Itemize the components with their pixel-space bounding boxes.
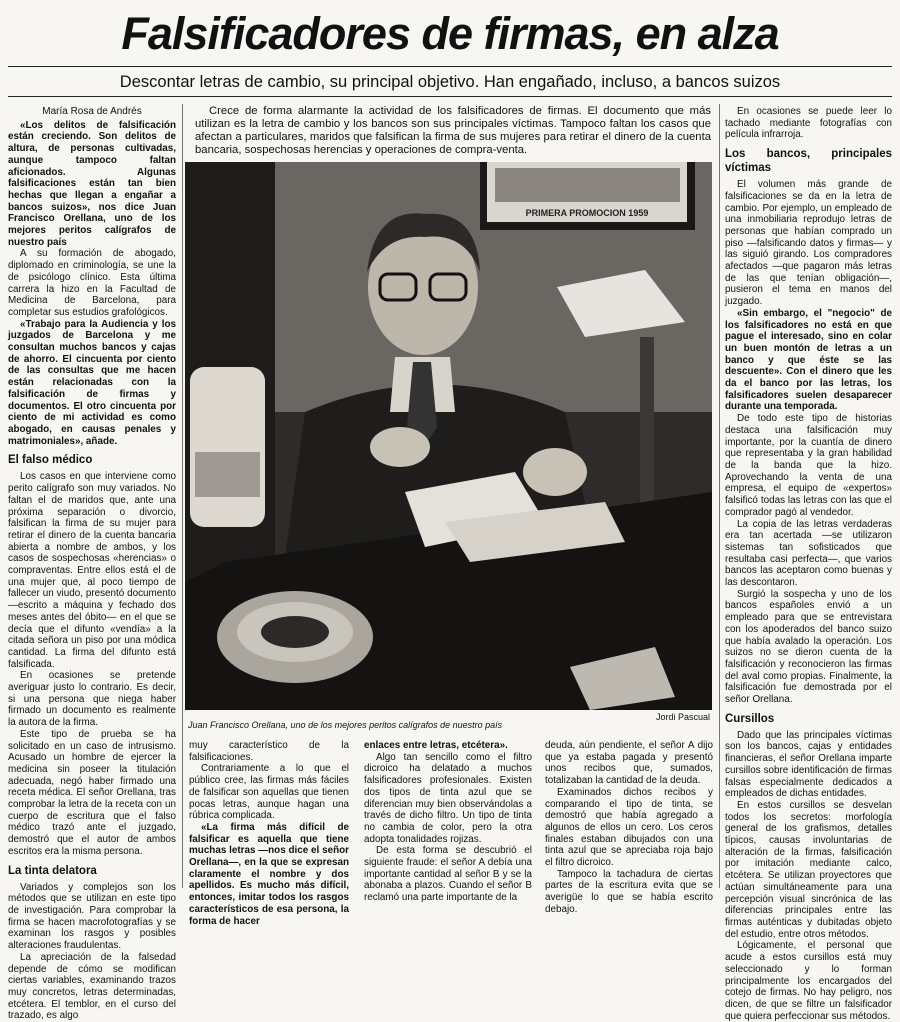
col1-paragraph-5: En ocasiones se pretende averiguar justo lo contrario. Es decir, si una persona que niega haber firmado un documento es realmente la autora de la firma.: [8, 670, 176, 729]
col1-paragraph-2: A su formación de abogado, diplomado en criminología, se une la de psicólogo clínico. Esta última carrera la hizo en la Facultad de Medicina de Barcelona, para completar sus estudios grafológicos.: [8, 248, 176, 318]
col5-paragraph-1: En ocasiones se puede leer lo tachado mediante fotografías con película infrarroja.: [725, 106, 892, 141]
column-divider-right: [719, 104, 720, 888]
photo-credit: Jordi Pascual: [655, 712, 710, 722]
col3-paragraph-1: enlaces entre letras, etcétera».: [364, 740, 508, 751]
col2-paragraph-2: Contrariamente a lo que el público cree, las firmas más fáciles de falsificar son aquellas que tienen pocas letras, aunque hagan una rúbrica complicada.: [189, 763, 349, 822]
col1-paragraph-3: «Trabajo para la Audiencia y los juzgados de Barcelona y me consultan muchos bancos y cajas de ahorro. El cincuenta por ciento de las consultas que me hacen están relacionadas con la falsificación de firmas y documentos. El otro cincuenta por ciento de mi actividad es como abogado, en causas penales y matrimoniales», añade.: [8, 318, 176, 447]
col1-paragraph-7: Variados y complejos son los métodos que se utilizan en este tipo de investigación. Para comprobar la firma se hacen macrofotografías y se examinan los rasgos y posibles alteraciones fraudulentas.: [8, 881, 176, 952]
col3-paragraph-2: Algo tan sencillo como el filtro dicroico ha delatado a muchos falsificadores profesionales. Existen dos tipos de tinta azul que se diferencian muy bien observándolas a través de dicho filtro. Un tipo de tinta no cambia de color, pero la otra adopta tonalidades rojizas.: [364, 751, 532, 845]
subheadline: Descontar letras de cambio, su principal objetivo. Han engañado, incluso, a bancos suizos: [119, 73, 781, 91]
subheadline-rule: [8, 96, 892, 97]
col5-paragraph-2: El volumen más grande de falsificaciones se da en la letra de cambio. Por ejemplo, un empleado de una inmobiliaria reprodujo letras de personas que habían comprado un piso —falsificando datos y firmas— y las siguió girando. Los compradores afectados —que pagaron más letras de las que tenían obligación—, pusieron el tema en manos del juzgado.: [725, 179, 892, 308]
col4-paragraph-1: deuda, aún pendiente, el señor A dijo que ya estaba pagada y presentó unos recibos que, sumados, totalizaban la cantidad de la deuda.: [545, 740, 713, 787]
col4-paragraph-3: Tampoco la tachadura de ciertas partes de la escritura evita que se averigüe lo que se había escrito debajo.: [545, 868, 713, 915]
col5-paragraph-5: La copia de las letras verdaderas era tan acertada —se utilizaron sistemas tan sofisticados que resultaba casi perfecta—, que varios bancos las aceptaron como buenas y las descontaron.: [725, 518, 892, 589]
col1-paragraph-1: «Los delitos de falsificación están creciendo. Son delitos de altura, de personas cultivadas, aunque tampoco faltan aficionados. Algunas falsificaciones están tan bien hechas que llegan a engañar a bancos suizos», nos dice Juan Francisco Orellana, uno de los mejores peritos calígrafos de nuestro país: [8, 119, 176, 248]
subheading-cursillos: Cursillos: [725, 712, 775, 725]
column-2: [189, 740, 349, 927]
intro-text: Crece de forma alarmante la actividad de los falsificadores de firmas. El documento que más utilizan es la letra de cambio y los bancos son sus principales víctimas. Tampoco faltan los casos que afectan a particulares, maridos que falsifican la firma de sus mujeres para retirar el dinero de la cuenta bancaria, sospechosas herencias y operaciones de compra-venta.: [195, 105, 711, 156]
col5-paragraph-7: Dado que las principales víctimas son los bancos, cajas y entidades financieras, el señor Orellana imparte cursillos sobre identificación de firmas falsas especialmente dedicados a empleados de dichas entidades.: [725, 729, 892, 800]
column-3: [364, 740, 532, 904]
col2-paragraph-1: muy característico de la falsificaciones.: [189, 740, 349, 763]
photo-caption: Juan Francisco Orellana, uno de los mejores peritos calígrafos de nuestro país: [188, 720, 503, 730]
col2-paragraph-3: «La firma más difícil de falsificar es aquella que tiene muchas letras —nos dice el señor Orellana—, en la que se expresan claramente el nombre y dos apellidos. Es mucho más difícil, entonces, imitar todos los rasgos característicos de esa persona, la forma de hacer: [189, 821, 349, 927]
col1-paragraph-8: La apreciación de la falsedad depende de cómo se modifican ciertas variables, examinando trazos muy concretos, letras determinadas, etcétera. El temblor, en el curso del trazado, es algo: [8, 951, 176, 1022]
subheading-bancos: Los bancos, principales víctimas: [725, 148, 892, 175]
subheading-falso-medico: El falso médico: [8, 454, 93, 467]
col3-paragraph-3: De esta forma se descubrió el siguiente fraude: el señor A debía una importante cantidad al señor B y se la abonaba a plazos. Cuando el señor B reclamó una parte importante de la: [364, 845, 532, 904]
headline-rule-top: [8, 66, 892, 67]
subheading-tinta-delatora: La tinta delatora: [8, 864, 97, 877]
col1-paragraph-6: Este tipo de prueba se ha solicitado en un caso de intrusismo. Acusado un hombre de ejercer la medicina sin poseer la titulación adecuada, negó haber firmado una receta médica. El señor Orellana, tras comprobar la letra de la receta con un cuerpo de escritura que el falso médico trazó ante el juzgado, demostró que el autor de ambos escritos era la misma persona.: [8, 728, 176, 857]
col5-paragraph-3: «Sin embargo, el "negocio" de los falsificadores no está en que pague el interesado, sino en colar un buen montón de letras a un banco y que éste se las descuente». Con el dinero que les da el banco por las letras, los falsificadores suelen desaparecer durante una temporada.: [725, 307, 892, 413]
byline: María Rosa de Andrés: [42, 106, 142, 117]
photo-illustration: [185, 162, 712, 710]
column-divider: [182, 104, 183, 888]
column-5: [725, 106, 892, 1022]
col5-paragraph-4: De todo este tipo de historias destaca una falsificación muy importante, por la cuantía de dinero que representaba y la gran habilidad de la banda que la hizo. Aprovechando la venta de una empresa, el equipo de «expertos» falsificó todas las letras con las que el comprador pagó al vendedor.: [725, 413, 892, 518]
poster-text: PRIMERA PROMOCION 1959: [525, 208, 649, 218]
intro-paragraph: [195, 105, 711, 157]
col5-paragraph-9: Lógicamente, el personal que acude a estos cursillos está muy seleccionado y lo forman principalmente los encargados del cotejo de firmas. No hay peligro, nos dicen, de que se filtre un falsificador que quiera perfeccionar sus métodos.: [725, 940, 892, 1022]
col5-paragraph-8: En estos cursillos se desvelan todos los secretos: morfología general de los grafismos, detalles típicos, causas involuntarias de alteración de la firmas, falsificación por imitación mediante calco, etcétera. Se utilizan proyectores que actúan simultáneamente para una percepción visual sincrónica de las diferencias principales entre las firmas auténticas y dubitadas objeto del estudio, entre otros métodos.: [725, 799, 892, 940]
headline: Falsificadores de firmas, en alza: [121, 8, 779, 59]
col5-paragraph-6: Surgió la sospecha y uno de los bancos españoles envió a un empleado para que se entrevistara con los apoderados del banco suizo que había avalado la operación. Los suizos no se dieron cuenta de la falsificación y reconocieron las firmas del aval como propias. Finalmente, la falsificación fue demostrada por el señor Orellana.: [725, 588, 892, 706]
column-4: [545, 740, 713, 915]
col1-paragraph-4: Los casos en que interviene como perito calígrafo son muy variados. No faltan el de maridos que, ante una próxima separación o divorcio, falsifican la firma de su mujer para retirar el dinero de la cuenta bancaria abierta a nombre de ambos, y los casos de sospechosas «herencias» o compraventas. Entre ellos está el de una mujer que, al poco tiempo de fallecer un viudo, presentó documento —escrito a máquina y fechado dos meses antes del óbito— en el que se decía que el difunto «vendía» a la citada señora un piso por una módica cantidad. La firma del difunto está falsificada.: [8, 471, 176, 670]
column-1: [8, 106, 176, 1022]
photo: [185, 162, 712, 710]
col4-paragraph-2: Examinados dichos recibos y comparando el tipo de tinta, se demostró que había agregado a algunos de ellos un cero. Los ceros finales estaban dibujados con una tinta azul que se apreciaba roja bajo el filtro dicroico.: [545, 786, 713, 869]
